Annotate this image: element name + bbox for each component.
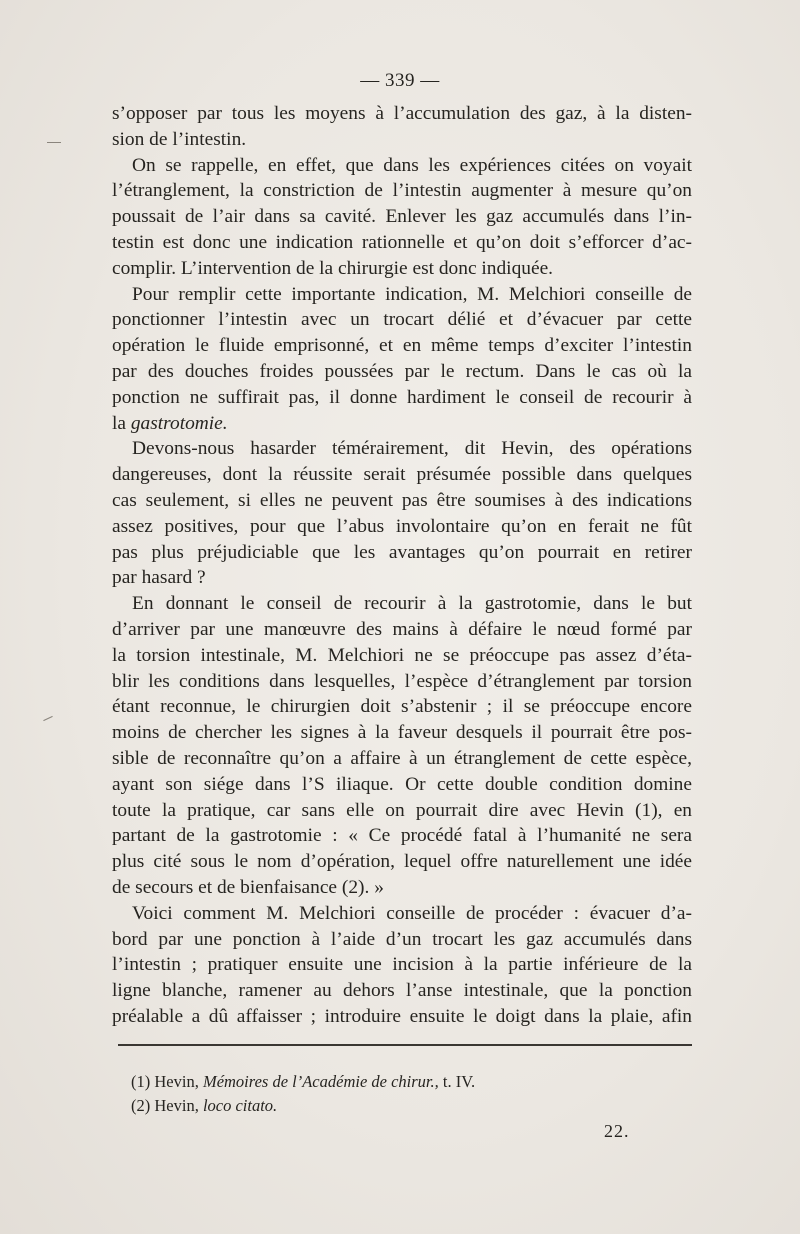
body-text (112, 101, 692, 1030)
text-line: partant de la gastrotomie : « Ce procédé fatal à l’humanité ne sera (112, 825, 692, 847)
footnote-author: Hevin, (154, 1072, 199, 1091)
text-line: sible de reconnaître qu’on a affaire à un étranglement de cette espèce, (112, 747, 692, 769)
text-line: s’opposer par tous les moyens à l’accumulation des gaz, à la disten- (112, 103, 692, 124)
text-line: préalable a dû affaisser ; introduire ensuite le doigt dans la plaie, afin (112, 1005, 692, 1027)
text-line: pas plus préjudiciable que les avantages qu’on pourrait en retirer (112, 541, 692, 563)
margin-mark (47, 142, 61, 143)
text-line: Voici comment M. Melchiori conseille de procéder : évacuer d’a- (132, 902, 692, 924)
text-line: ponctionner l’intestin avec un trocart délié et d’évacuer par cette (112, 309, 692, 331)
text-line: toute la pratique, car sans elle on pourrait dire avec Hevin (1), en (112, 799, 692, 821)
text-line: opération le fluide emprisonné, et en même temps d’exciter l’intestin (112, 335, 692, 357)
footnotes (131, 1070, 475, 1118)
paragraph (112, 101, 692, 153)
text-line: de secours et de bienfaisance (2). » (112, 876, 384, 898)
footnote-rest: t. IV. (442, 1072, 476, 1091)
footnote-1 (131, 1070, 475, 1094)
text-line: la gastrotomie. (112, 412, 228, 434)
text-line: testin est donc une indication rationnelle et qu’on doit s’efforcer d’ac- (112, 231, 692, 253)
text-line: assez positives, pour que l’abus involontaire qu’on en ferait ne fût (112, 515, 692, 537)
signature-mark: 22. (604, 1121, 630, 1141)
text-line: par hasard ? (112, 567, 206, 589)
text-line: l’étranglement, la constriction de l’intestin augmenter à mesure qu’on (112, 180, 692, 202)
text-line: plus cité sous le nom d’opération, lequel offre naturellement une idée (112, 851, 692, 873)
footnote-title: loco citato. (202, 1096, 278, 1115)
paragraph (112, 901, 692, 1030)
text-line: l’intestin ; pratiquer ensuite une incision à la partie inférieure de la (112, 954, 692, 976)
footnote-marker: (2) (131, 1096, 151, 1115)
text-line: Devons-nous hasarder témérairement, dit Hevin, des opérations (132, 438, 692, 460)
text-line: moins de chercher les signes à la faveur desquels il pourrait être pos- (112, 722, 692, 744)
text-line: ayant son siége dans l’S iliaque. Or cette double condition domine (112, 773, 692, 795)
text-line: Pour remplir cette importante indication, M. Melchiori conseille de (132, 283, 692, 305)
text-line: sion de l’intestin. (112, 128, 247, 150)
text-line: On se rappelle, en effet, que dans les expériences citées on voyait (132, 154, 692, 176)
paragraph (112, 436, 692, 591)
margin-mark (43, 716, 52, 721)
text-line: bord par une ponction à l’aide d’un trocart les gaz accumulés dans (112, 928, 692, 950)
text-line: d’arriver par une manœuvre des mains à défaire le nœud formé par (112, 618, 692, 640)
footnote-title: Mémoires de l’Académie de chirur., (202, 1072, 439, 1091)
text-line: dangereuses, dont la réussite serait présumée possible dans quelques (112, 464, 692, 486)
footnote-2 (131, 1094, 475, 1118)
paragraph (112, 153, 692, 282)
text-line: ligne blanche, ramener au dehors l’anse intestinale, que la ponction (112, 980, 692, 1002)
text-line: complir. L’intervention de la chirurgie est donc indiquée. (112, 257, 554, 279)
footnote-divider (118, 1044, 692, 1046)
text-line: la torsion intestinale, M. Melchiori ne se préoccupe pas assez d’éta- (112, 644, 692, 666)
text-line: ponction ne suffirait pas, il donne hardiment le conseil de recourir à (112, 386, 692, 408)
paragraph (112, 591, 692, 901)
text-line: poussait de l’air dans sa cavité. Enlever les gaz accumulés dans l’in- (112, 206, 692, 228)
text-line: cas seulement, si elles ne peuvent pas être soumises à des indications (112, 489, 692, 511)
footnote-marker: (1) (131, 1072, 151, 1091)
footnote-author: Hevin, (154, 1096, 199, 1115)
text-line: par des douches froides poussées par le rectum. Dans le cas où la (112, 360, 692, 382)
text-line: En donnant le conseil de recourir à la gastrotomie, dans le but (132, 593, 692, 615)
text-line: blir les conditions dans lesquelles, l’espèce d’étranglement par torsion (112, 670, 692, 692)
text-line: étant reconnue, le chirurgien doit s’abstenir ; il se préoccupe encore (112, 696, 692, 718)
page-number: — 339 — (360, 70, 440, 91)
paragraph (112, 282, 692, 437)
